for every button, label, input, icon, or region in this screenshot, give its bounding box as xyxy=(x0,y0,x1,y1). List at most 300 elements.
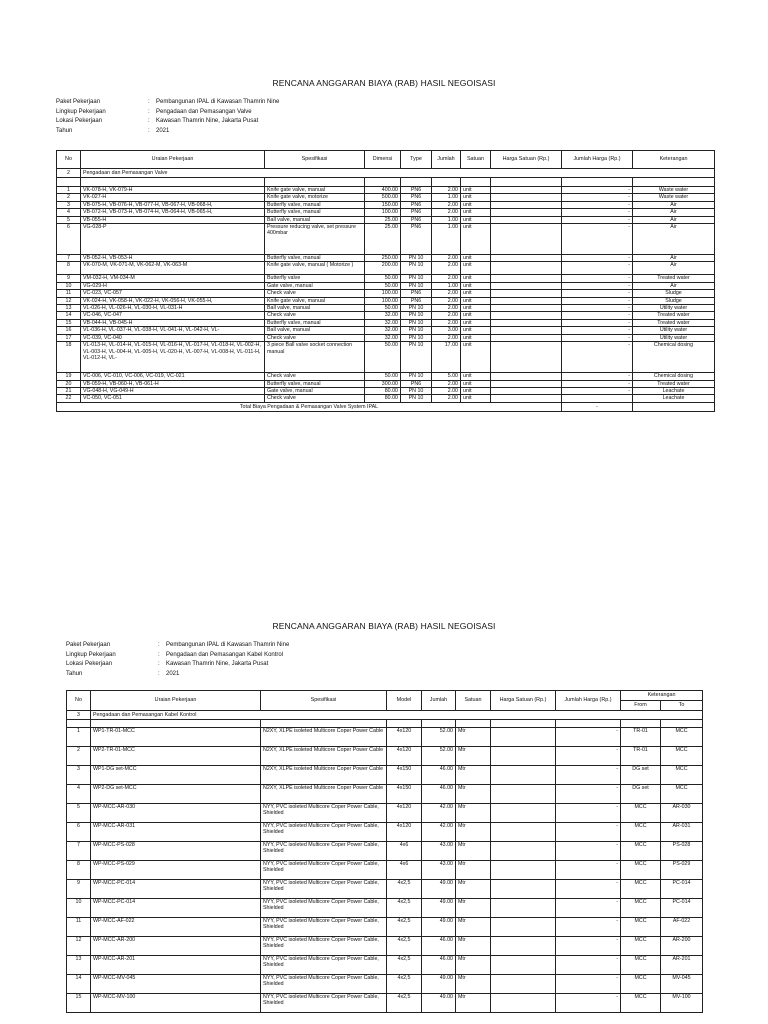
row-satuan: unit xyxy=(461,282,491,289)
empty-cell xyxy=(261,720,387,728)
row-dimensi: 150.00 xyxy=(365,201,401,208)
row-jumlah-harga: - xyxy=(556,918,621,937)
row-model: 4x150 xyxy=(387,785,422,804)
row-jumlah-harga: - xyxy=(562,305,633,312)
row-jumlah: 2.00 xyxy=(432,312,461,319)
row-jumlah: 52.00 xyxy=(422,728,456,747)
col-no: No xyxy=(57,151,81,169)
row-uraian: VC-050, VC-051 xyxy=(81,395,265,402)
row-spesifikasi: Check valve xyxy=(265,290,365,297)
row-model: 4x2,5 xyxy=(387,937,422,956)
row-uraian: VC-046, VC-047 xyxy=(81,312,265,319)
row-model: 4x2,5 xyxy=(387,994,422,1013)
row-keterangan: Air xyxy=(633,255,715,262)
table-row xyxy=(57,305,715,312)
col-jumlah: Jumlah xyxy=(432,151,461,169)
table-row xyxy=(57,373,715,380)
meta-value: 2021 xyxy=(156,127,170,134)
row-keterangan: Air xyxy=(633,216,715,223)
row-from: MCC xyxy=(621,861,661,880)
row-satuan: unit xyxy=(461,297,491,304)
row-satuan: unit xyxy=(461,305,491,312)
section-row xyxy=(57,169,715,178)
row-model: 4x150 xyxy=(387,766,422,785)
row-from: MCC xyxy=(621,899,661,918)
row-jumlah: 2.00 xyxy=(432,290,461,297)
row-jumlah: 1.00 xyxy=(432,216,461,223)
row-jumlah: 2.00 xyxy=(432,395,461,402)
row-uraian: VB-055-H xyxy=(81,216,265,223)
table-row xyxy=(67,956,703,975)
row-spesifikasi: Knife gate valve, manual ( Motorize ) xyxy=(265,262,365,275)
total-value: - xyxy=(562,402,633,411)
row-spesifikasi: Knife gate valve, manual xyxy=(265,297,365,304)
row-uraian: WP-MCC-PC-014 xyxy=(91,880,261,899)
meta-key: Paket Pekerjaan xyxy=(56,99,101,105)
row-jumlah: 2.00 xyxy=(432,209,461,216)
row-satuan: Mtr xyxy=(456,994,491,1013)
row-type: PN 10 xyxy=(401,319,432,326)
table-row xyxy=(57,224,715,255)
valve-table-header xyxy=(57,151,715,169)
col-to: To xyxy=(661,701,703,711)
row-no: 7 xyxy=(57,255,81,262)
row-satuan: Mtr xyxy=(456,861,491,880)
row-model: 4x2,5 xyxy=(387,880,422,899)
meta-line xyxy=(56,108,279,118)
meta-colon: : xyxy=(158,661,160,668)
row-no: 15 xyxy=(57,319,81,326)
row-no: 9 xyxy=(67,880,91,899)
row-type: PN6 xyxy=(401,187,432,194)
row-harga-satuan xyxy=(491,334,562,341)
row-jumlah-harga: - xyxy=(562,224,633,255)
row-jumlah-harga: - xyxy=(562,334,633,341)
row-spesifikasi: Ball valve, manual xyxy=(265,216,365,223)
row-no: 19 xyxy=(57,373,81,380)
row-satuan: unit xyxy=(461,327,491,334)
row-satuan: unit xyxy=(461,373,491,380)
table-row xyxy=(67,880,703,899)
row-jumlah-harga: - xyxy=(562,290,633,297)
table-row xyxy=(57,334,715,341)
empty-cell xyxy=(401,178,432,187)
table-row xyxy=(57,387,715,394)
row-jumlah: 2.00 xyxy=(432,275,461,282)
row-no: 18 xyxy=(57,342,81,373)
row-spesifikasi: NYY, PVC isoleted Multicore Coper Power Cable, Shielded xyxy=(261,994,387,1013)
col-satuan: Satuan xyxy=(456,691,491,711)
row-to: AF-022 xyxy=(661,918,703,937)
row-no: 8 xyxy=(57,262,81,275)
row-harga-satuan xyxy=(491,342,562,373)
row-type: PN 10 xyxy=(401,262,432,275)
row-jumlah-harga: - xyxy=(562,275,633,282)
col-no: No xyxy=(67,691,91,711)
row-spesifikasi: Gate valve, manual xyxy=(265,387,365,394)
row-uraian: WP-MCC-AR-030 xyxy=(91,804,261,823)
row-jumlah-harga: - xyxy=(562,209,633,216)
col-spesifikasi: Spesifikasi xyxy=(261,691,387,711)
row-jumlah: 2.00 xyxy=(432,305,461,312)
row-jumlah-harga: - xyxy=(556,899,621,918)
row-spesifikasi: Butterfly valve xyxy=(265,275,365,282)
row-to: MV-045 xyxy=(661,975,703,994)
row-jumlah-harga: - xyxy=(562,312,633,319)
table-row xyxy=(67,937,703,956)
table-row xyxy=(67,766,703,785)
row-to: MCC xyxy=(661,766,703,785)
row-jumlah-harga: - xyxy=(556,975,621,994)
table-row xyxy=(57,297,715,304)
row-spesifikasi: Pressure reducing valve, set pressure 400mbar xyxy=(265,224,365,255)
row-satuan: unit xyxy=(461,395,491,402)
row-from: MCC xyxy=(621,823,661,842)
empty-cell xyxy=(57,178,81,187)
col-keterangan: Keterangan xyxy=(633,151,715,169)
meta-line xyxy=(56,127,279,137)
meta-value: Pembangunan IPAL di Kawasan Thamrin Nine xyxy=(166,642,290,648)
row-dimensi: 500.00 xyxy=(365,194,401,201)
row-no: 22 xyxy=(57,395,81,402)
row-type: PN6 xyxy=(401,297,432,304)
row-satuan: unit xyxy=(461,187,491,194)
row-no: 12 xyxy=(57,297,81,304)
col-keterangan: Keterangan xyxy=(621,691,703,701)
row-satuan: Mtr xyxy=(456,937,491,956)
col-harga-satuan: Harga Satuan (Rp.) xyxy=(491,151,562,169)
row-jumlah: 2.00 xyxy=(432,187,461,194)
row-spesifikasi: NYY, PVC isoleted Multicore Coper Power Cable, Shielded xyxy=(261,861,387,880)
row-jumlah-harga: - xyxy=(562,187,633,194)
table-row xyxy=(67,804,703,823)
row-spesifikasi: 3 piece Ball valve socket connection manual xyxy=(265,342,365,373)
row-keterangan: Leachate xyxy=(633,395,715,402)
row-no: 10 xyxy=(57,282,81,289)
row-no: 1 xyxy=(57,187,81,194)
row-uraian: WP-MCC-AR-200 xyxy=(91,937,261,956)
section-no: 3 xyxy=(67,711,91,720)
row-jumlah-harga: - xyxy=(562,201,633,208)
row-jumlah: 46.00 xyxy=(422,766,456,785)
meta-key: Lokasi Pekerjaan xyxy=(56,118,103,125)
row-from: MCC xyxy=(621,956,661,975)
row-jumlah: 1.00 xyxy=(432,282,461,289)
row-dimensi: 50.00 xyxy=(365,275,401,282)
table-row xyxy=(57,290,715,297)
row-spesifikasi: NYY, PVC isoleted Multicore Coper Power Cable, Shielded xyxy=(261,975,387,994)
row-dimensi: 80.00 xyxy=(365,395,401,402)
row-model: 4x120 xyxy=(387,804,422,823)
row-jumlah: 2.00 xyxy=(432,319,461,326)
row-type: PN 10 xyxy=(401,255,432,262)
row-dimensi: 400.00 xyxy=(365,187,401,194)
total-row xyxy=(57,402,715,411)
row-jumlah-harga: - xyxy=(562,380,633,387)
row-harga-satuan xyxy=(491,216,562,223)
row-keterangan: Utility water xyxy=(633,327,715,334)
row-dimensi: 50.00 xyxy=(365,373,401,380)
row-keterangan: Leachate xyxy=(633,387,715,394)
row-no: 10 xyxy=(67,899,91,918)
row-spesifikasi: NYY, PVC isoleted Multicore Coper Power Cable, Shielded xyxy=(261,937,387,956)
row-harga-satuan xyxy=(491,319,562,326)
col-jumlah-harga: Jumlah Harga (Rp.) xyxy=(556,691,621,711)
row-spesifikasi: NYY, PVC isoleted Multicore Coper Power Cable, Shielded xyxy=(261,842,387,861)
row-to: PC-014 xyxy=(661,899,703,918)
meta-key: Tahun xyxy=(56,127,73,134)
col-from: From xyxy=(621,701,661,711)
spacer-row xyxy=(57,178,715,187)
row-jumlah-harga: - xyxy=(556,937,621,956)
row-no: 8 xyxy=(67,861,91,880)
row-jumlah: 43.00 xyxy=(422,842,456,861)
row-jumlah: 2.00 xyxy=(432,201,461,208)
meta-value: Kawasan Thamrin Nine, Jakarta Pusat xyxy=(166,661,269,668)
empty-cell xyxy=(491,178,562,187)
row-uraian: VC-006, VC-010, VC-006, VC-019, VC-021 xyxy=(81,373,265,380)
empty-cell xyxy=(633,402,715,411)
row-type: PN 10 xyxy=(401,305,432,312)
row-uraian: VB-044-H, VB-045-H xyxy=(81,319,265,326)
row-to: PS-028 xyxy=(661,842,703,861)
row-to: MV-100 xyxy=(661,994,703,1013)
table-row xyxy=(67,861,703,880)
row-jumlah-harga: - xyxy=(562,327,633,334)
row-no: 5 xyxy=(67,804,91,823)
row-harga-satuan xyxy=(491,804,556,823)
row-type: PN6 xyxy=(401,209,432,216)
row-uraian: VL-026-H, VL-026-H, VL-030-H, VL-031-H xyxy=(81,305,265,312)
section-label: Pengadaan dan Pemasangan Kabel Kontrol xyxy=(91,711,703,720)
col-harga-satuan: Harga Satuan (Rp.) xyxy=(491,691,556,711)
row-jumlah-harga: - xyxy=(556,842,621,861)
row-jumlah-harga: - xyxy=(562,387,633,394)
col-jumlah-harga: Jumlah Harga (Rp.) xyxy=(562,151,633,169)
row-spesifikasi: Butterfly valve, manual xyxy=(265,209,365,216)
row-jumlah: 2.00 xyxy=(432,334,461,341)
table-row xyxy=(57,187,715,194)
row-satuan: Mtr xyxy=(456,842,491,861)
meta-colon: : xyxy=(148,127,150,134)
row-jumlah: 2.00 xyxy=(432,262,461,275)
row-spesifikasi: Check valve xyxy=(265,334,365,341)
row-type: PN6 xyxy=(401,201,432,208)
row-satuan: unit xyxy=(461,387,491,394)
row-no: 15 xyxy=(67,994,91,1013)
row-keterangan: Sludge xyxy=(633,297,715,304)
row-to: AR-031 xyxy=(661,823,703,842)
row-harga-satuan xyxy=(491,373,562,380)
empty-cell xyxy=(456,720,491,728)
row-satuan: Mtr xyxy=(456,880,491,899)
row-dimensi: 32.00 xyxy=(365,319,401,326)
row-jumlah: 2.00 xyxy=(432,297,461,304)
row-jumlah: 3.00 xyxy=(432,327,461,334)
row-satuan: unit xyxy=(461,209,491,216)
row-satuan: Mtr xyxy=(456,975,491,994)
meta-key: Lokasi Pekerjaan xyxy=(66,661,113,668)
row-spesifikasi: Check valve xyxy=(265,395,365,402)
empty-cell xyxy=(67,720,91,728)
row-model: 4x2,5 xyxy=(387,899,422,918)
row-from: MCC xyxy=(621,918,661,937)
row-spesifikasi: NYY, PVC isoleted Multicore Coper Power Cable, Shielded xyxy=(261,880,387,899)
table-row xyxy=(57,342,715,373)
row-from: MCC xyxy=(621,880,661,899)
meta-key: Lingkup Pekerjaan xyxy=(56,108,106,115)
meta-value: Kawasan Thamrin Nine, Jakarta Pusat xyxy=(156,118,259,125)
row-from: DG set xyxy=(621,766,661,785)
row-satuan: unit xyxy=(461,290,491,297)
empty-cell xyxy=(633,178,715,187)
row-harga-satuan xyxy=(491,312,562,319)
row-uraian: WP2-DG set-MCC xyxy=(91,785,261,804)
row-type: PN 10 xyxy=(401,395,432,402)
table-row xyxy=(57,194,715,201)
row-harga-satuan xyxy=(491,937,556,956)
row-satuan: unit xyxy=(461,262,491,275)
meta-value: Pengadaan dan Pemasangan Kabel Kontrol xyxy=(166,651,284,658)
row-keterangan: Air xyxy=(633,201,715,208)
spacer-row xyxy=(67,720,703,728)
empty-cell xyxy=(562,178,633,187)
row-keterangan: Air xyxy=(633,209,715,216)
table-row xyxy=(67,994,703,1013)
row-dimensi: 25.00 xyxy=(365,216,401,223)
row-no: 20 xyxy=(57,380,81,387)
col-uraian: Uraian Pekerjaan xyxy=(91,691,261,711)
row-no: 5 xyxy=(57,216,81,223)
row-dimensi: 50.00 xyxy=(365,342,401,373)
row-from: MCC xyxy=(621,975,661,994)
meta-line xyxy=(66,651,289,661)
row-harga-satuan xyxy=(491,290,562,297)
row-spesifikasi: Butterfly valve, manual xyxy=(265,319,365,326)
row-type: PN6 xyxy=(401,380,432,387)
row-jumlah-harga: - xyxy=(562,297,633,304)
row-jumlah: 49.00 xyxy=(422,918,456,937)
rab-valve-meta xyxy=(56,98,279,136)
empty-cell xyxy=(422,720,456,728)
row-no: 11 xyxy=(57,290,81,297)
row-type: PN6 xyxy=(401,224,432,255)
row-type: PN 10 xyxy=(401,312,432,319)
row-uraian: VK-024-H, VK-058-H, VK-022-H, VK-056-H, VK-055-H, xyxy=(81,297,265,304)
row-keterangan: Air xyxy=(633,224,715,255)
row-jumlah-harga: - xyxy=(562,342,633,373)
row-from: MCC xyxy=(621,937,661,956)
section-no: 2 xyxy=(57,169,81,178)
row-type: PN 10 xyxy=(401,275,432,282)
table-row xyxy=(67,728,703,747)
row-jumlah-harga: - xyxy=(556,861,621,880)
row-harga-satuan xyxy=(491,728,556,747)
col-model: Model xyxy=(387,691,422,711)
row-harga-satuan xyxy=(491,262,562,275)
row-jumlah-harga: - xyxy=(556,823,621,842)
empty-cell xyxy=(621,720,661,728)
row-jumlah-harga: - xyxy=(562,216,633,223)
row-uraian: VB-059-H, VB-060-H, VB-061-H xyxy=(81,380,265,387)
row-keterangan: Treated water xyxy=(633,275,715,282)
row-jumlah: 46.00 xyxy=(422,785,456,804)
row-no: 11 xyxy=(67,918,91,937)
row-spesifikasi: NYY, PVC isoleted Multicore Coper Power Cable, Shielded xyxy=(261,956,387,975)
row-harga-satuan xyxy=(491,275,562,282)
row-from: MCC xyxy=(621,804,661,823)
row-type: PN6 xyxy=(401,194,432,201)
meta-line xyxy=(56,117,279,127)
row-no: 1 xyxy=(67,728,91,747)
row-model: 4x6 xyxy=(387,861,422,880)
row-jumlah-harga: - xyxy=(562,282,633,289)
row-harga-satuan xyxy=(491,785,556,804)
row-uraian: WP2-TR-01-MCC xyxy=(91,747,261,766)
table-row xyxy=(57,275,715,282)
row-jumlah-harga: - xyxy=(556,747,621,766)
row-jumlah: 49.00 xyxy=(422,994,456,1013)
empty-cell xyxy=(432,178,461,187)
empty-cell xyxy=(265,178,365,187)
row-satuan: unit xyxy=(461,224,491,255)
row-dimensi: 32.00 xyxy=(365,327,401,334)
row-to: MCC xyxy=(661,785,703,804)
row-satuan: Mtr xyxy=(456,918,491,937)
meta-value: 2021 xyxy=(166,670,180,677)
row-keterangan: Chemical dosing xyxy=(633,342,715,373)
col-dimensi: Dimensi xyxy=(365,151,401,169)
table-row xyxy=(67,975,703,994)
row-no: 6 xyxy=(57,224,81,255)
row-jumlah: 49.00 xyxy=(422,975,456,994)
row-spesifikasi: NYY, PVC isoleted Multicore Coper Power Cable, Shielded xyxy=(261,823,387,842)
row-keterangan: Chemical dosing xyxy=(633,373,715,380)
row-satuan: unit xyxy=(461,380,491,387)
table-row xyxy=(67,747,703,766)
row-spesifikasi: Butterfly valve, manual xyxy=(265,201,365,208)
row-harga-satuan xyxy=(491,224,562,255)
row-keterangan: Utility water xyxy=(633,334,715,341)
row-no: 2 xyxy=(57,194,81,201)
row-harga-satuan xyxy=(491,297,562,304)
table-row xyxy=(67,918,703,937)
row-type: PN6 xyxy=(401,216,432,223)
row-satuan: unit xyxy=(461,201,491,208)
row-dimensi: 50.00 xyxy=(365,282,401,289)
row-dimensi: 250.00 xyxy=(365,255,401,262)
row-uraian: VK-070-M, VK-071-M, VK-062-M, VK-063-M xyxy=(81,262,265,275)
row-satuan: unit xyxy=(461,312,491,319)
row-to: PS-029 xyxy=(661,861,703,880)
row-to: AR-201 xyxy=(661,956,703,975)
row-no: 3 xyxy=(57,201,81,208)
row-keterangan: Sludge xyxy=(633,290,715,297)
row-uraian: WP-MCC-MV-045 xyxy=(91,975,261,994)
row-jumlah: 52.00 xyxy=(422,747,456,766)
row-spesifikasi: NYY, PVC isoleted Multicore Coper Power Cable, Shielded xyxy=(261,804,387,823)
row-harga-satuan xyxy=(491,387,562,394)
row-to: MCC xyxy=(661,747,703,766)
meta-colon: : xyxy=(158,651,160,658)
table-row xyxy=(57,380,715,387)
meta-value: Pembangunan IPAL di Kawasan Thamrin Nine xyxy=(156,99,280,105)
row-satuan: Mtr xyxy=(456,785,491,804)
row-jumlah-harga: - xyxy=(562,255,633,262)
row-jumlah: 2.00 xyxy=(432,255,461,262)
row-uraian: VG-048-H, VG-049-H xyxy=(81,387,265,394)
row-uraian: VK-027-H xyxy=(81,194,265,201)
